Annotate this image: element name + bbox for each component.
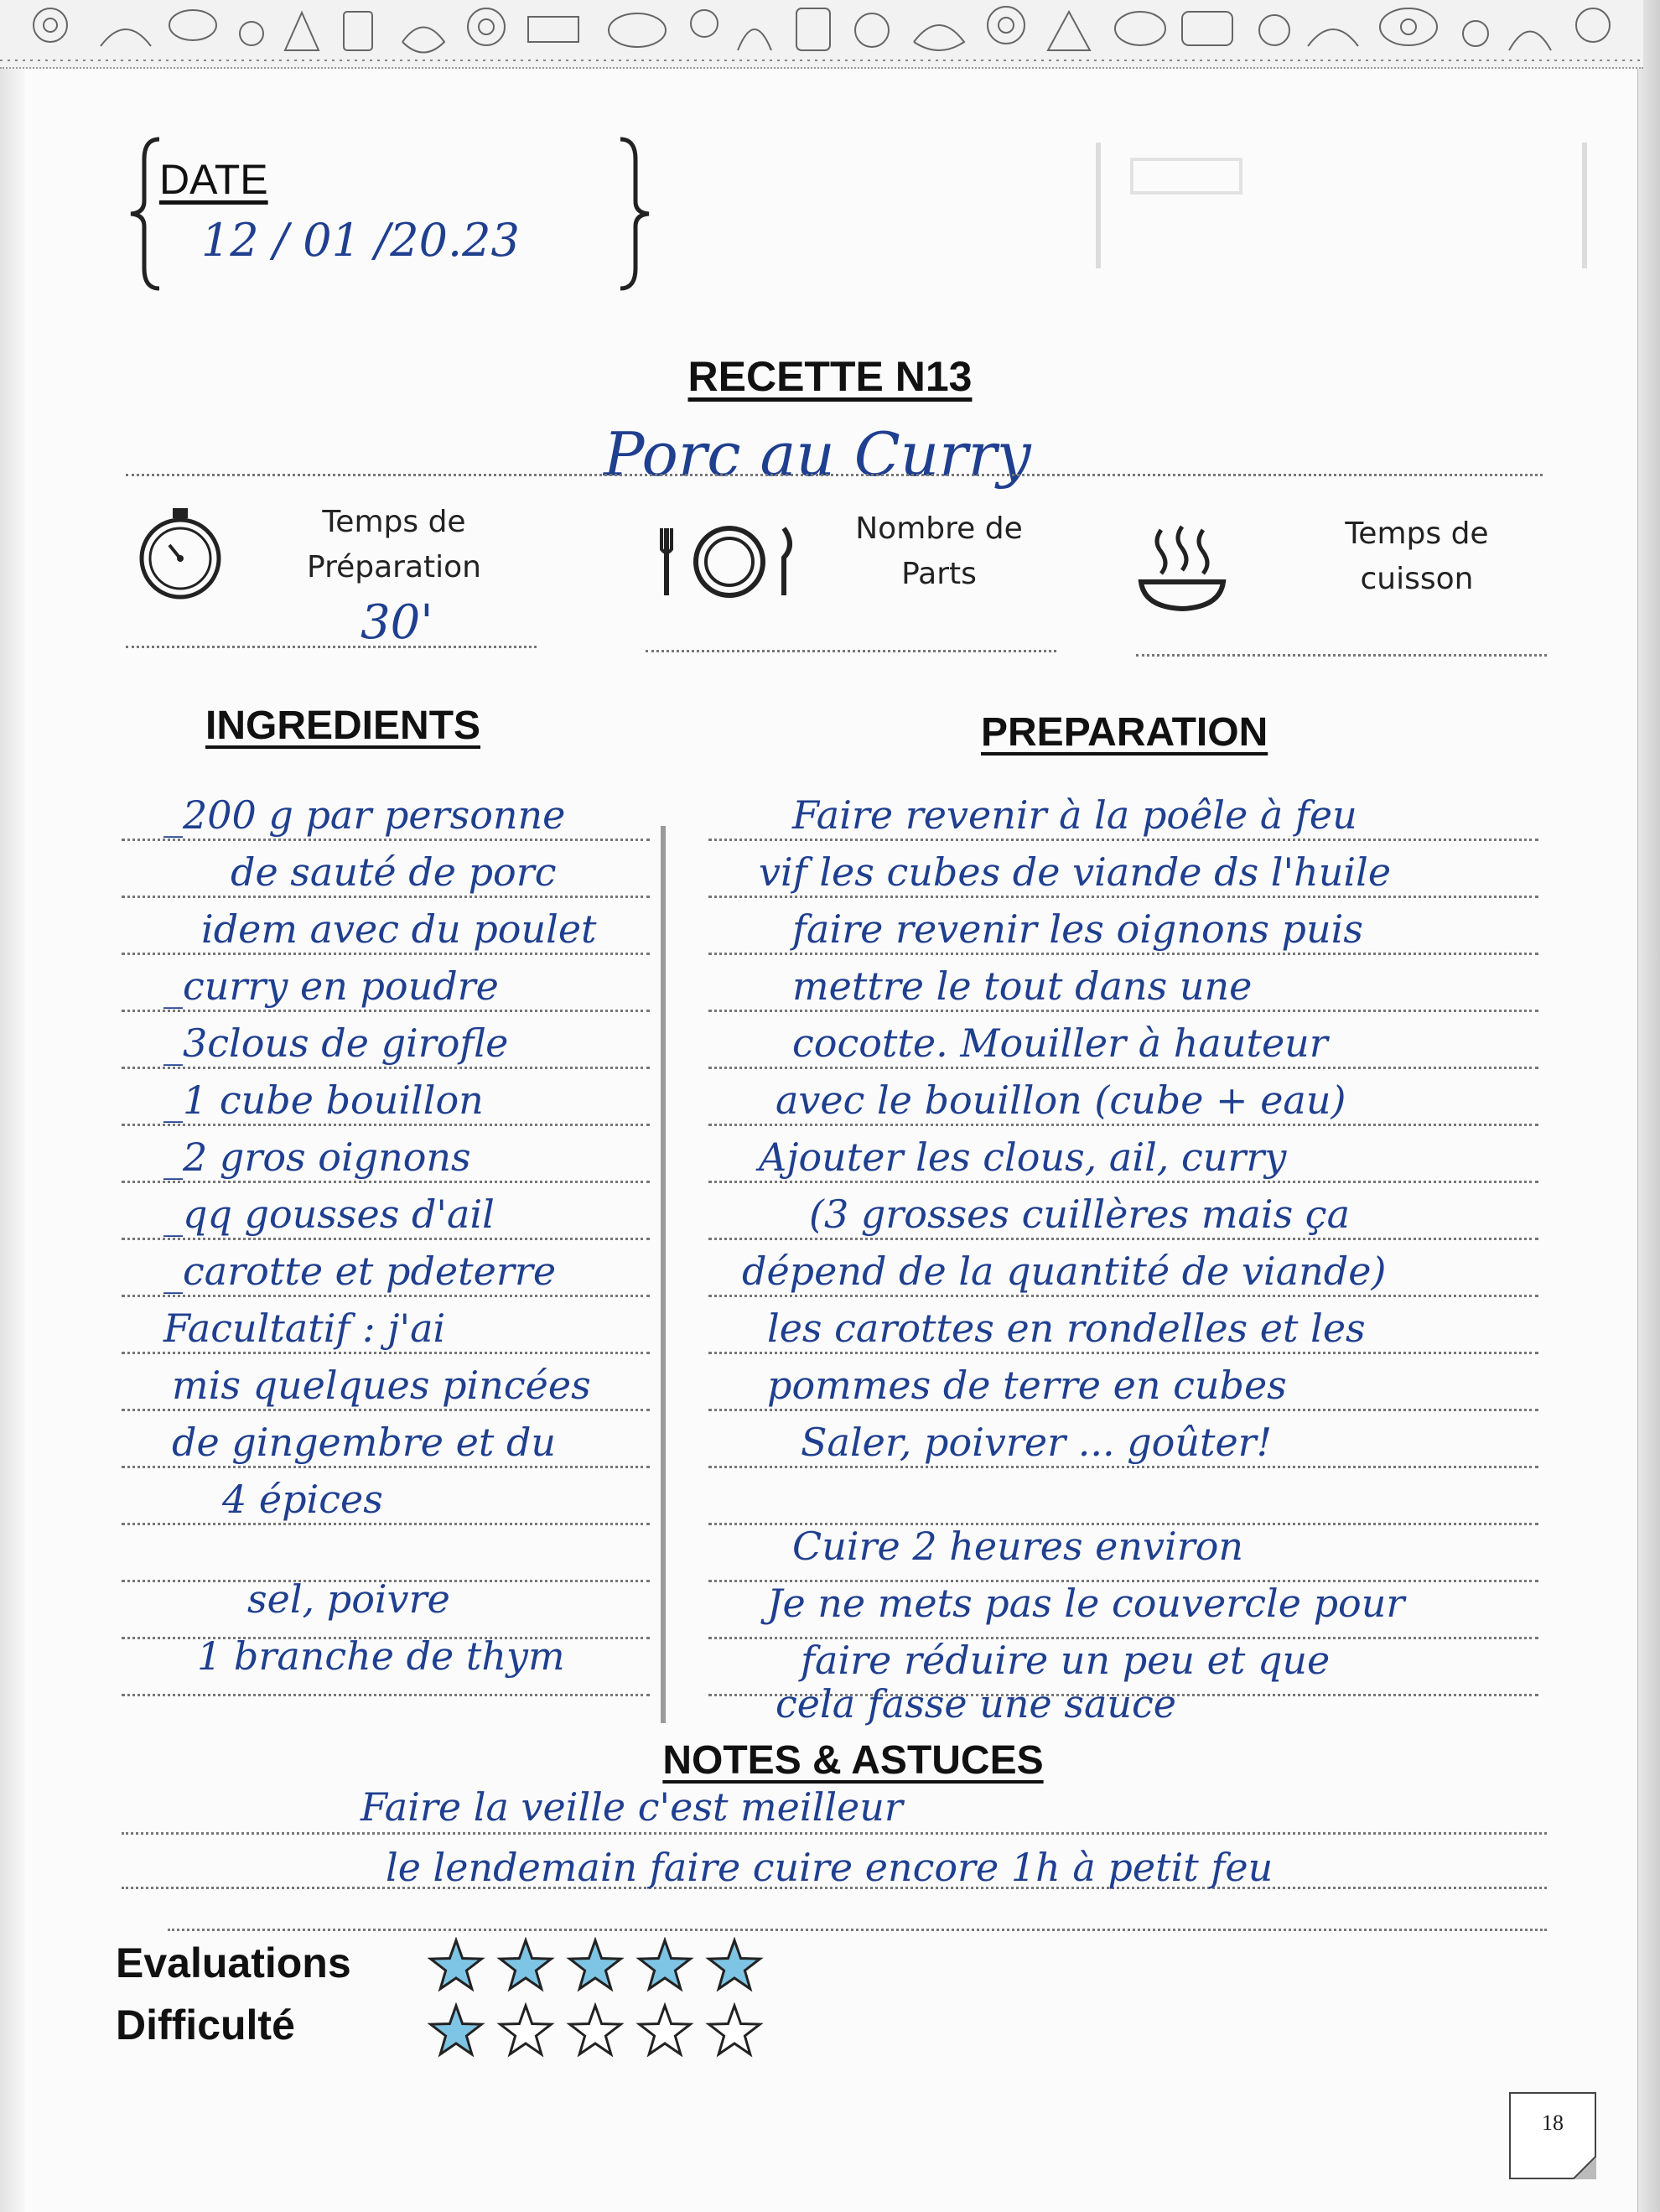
ingredient-line: _200 g par personne: [163, 792, 566, 838]
ingredients-heading: INGREDIENTS: [205, 704, 481, 748]
prep-time-line: [126, 646, 537, 648]
bleed-through-shadow: [1082, 126, 1601, 285]
preparation-line: dépend de la quantité de viande): [742, 1249, 1387, 1294]
preparation-line: Je ne mets pas le couvercle pour: [767, 1581, 1405, 1626]
parts-label-line-2: Parts: [901, 557, 977, 591]
notes-line: le lendemain faire cuire encore 1h à petit feu: [386, 1845, 1274, 1890]
page-number-box: [1509, 2092, 1596, 2179]
preparation-line: cela fasse une sauce: [776, 1681, 1176, 1727]
date-label: DATE: [159, 156, 268, 203]
ingredient-line: _1 cube bouillon: [163, 1077, 484, 1123]
preparation-line: (3 grosses cuillères mais ça: [809, 1192, 1350, 1237]
parts-label-line-1: Nombre de: [855, 511, 1023, 546]
ingredient-line: Facultatif : j'ai: [163, 1306, 446, 1351]
preparation-line: faire revenir les oignons puis: [792, 906, 1363, 952]
servings-line: [646, 650, 1056, 652]
prep-time-label: [268, 500, 520, 590]
recipe-number-heading: RECETTE N13: [687, 353, 973, 400]
ingredient-line: _2 gros oignons: [163, 1135, 471, 1180]
cook-label-line-2: cuisson: [1360, 562, 1474, 596]
evaluation-star-filled-icon: [640, 1940, 691, 1989]
ingredient-line: idem avec du poulet: [201, 906, 597, 952]
evaluation-star-filled-icon: [431, 1940, 482, 1989]
ingredient-line: _3clous de girofle: [163, 1020, 509, 1066]
ingredient-line: mis quelques pincées: [172, 1363, 591, 1408]
column-divider: [661, 826, 666, 1723]
cook-label-line-1: Temps de: [1345, 517, 1489, 551]
preparation-line: pommes de terre en cubes: [767, 1363, 1287, 1408]
preparation-line: Faire revenir à la poêle à feu: [792, 792, 1357, 838]
page-right-edge: [1637, 0, 1660, 2212]
food-doodle-border: [0, 0, 1643, 69]
evaluation-stars: [428, 1937, 780, 1996]
page-binding-edge: [0, 0, 25, 2212]
preparation-line: les carottes en rondelles et les: [767, 1306, 1366, 1351]
evaluation-star-filled-icon: [501, 1940, 552, 1989]
stopwatch-icon: [134, 503, 226, 604]
evaluation-label: Evaluations: [116, 1939, 351, 1986]
ingredient-line: de gingembre et du: [172, 1420, 557, 1465]
ingredient-line: _curry en poudre: [163, 963, 499, 1009]
preparation-steps: [708, 792, 1547, 1727]
right-brace-icon: [612, 134, 654, 293]
notes-line-3-rule: [168, 1929, 1547, 1931]
preparation-heading: PREPARATION: [981, 710, 1268, 755]
preparation-line: faire réduire un peu et que: [801, 1638, 1331, 1683]
ingredient-line: 1 branche de thym: [197, 1633, 565, 1679]
notes-heading: NOTES & ASTUCES: [662, 1738, 1044, 1783]
notes-line-1-rule: [122, 1832, 1547, 1835]
date-section: [126, 134, 654, 293]
plate-cutlery-icon: [658, 524, 801, 600]
evaluation-star-filled-icon: [570, 1940, 621, 1989]
page-curl-icon: [1573, 2156, 1596, 2179]
preparation-line: avec le bouillon (cube + eau): [776, 1077, 1346, 1123]
preparation-line: Ajouter les clous, ail, curry: [759, 1135, 1287, 1180]
difficulty-star-empty-icon: [640, 2006, 691, 2054]
servings-label: [805, 506, 1073, 597]
preparation-line: mettre le tout dans une: [792, 963, 1253, 1009]
prep-time-value: 30': [361, 595, 433, 650]
difficulty-label: Difficulté: [116, 2002, 295, 2048]
date-value: 12 / 01 /20.23: [201, 214, 520, 267]
ingredient-line: de sauté de porc: [231, 849, 557, 895]
prep-label-line-2: Préparation: [307, 550, 481, 584]
difficulty-star-row: [428, 2002, 780, 2061]
ingredient-line: 4 épices: [222, 1477, 383, 1522]
ingredient-line: _qq gousses d'ail: [163, 1192, 495, 1237]
cook-time-line: [1136, 654, 1547, 657]
ingredients-list: [122, 792, 654, 1719]
difficulty-star-empty-icon: [501, 2006, 552, 2054]
recipe-name: Porc au Curry: [604, 419, 1031, 490]
difficulty-stars: [428, 2002, 780, 2061]
preparation-line: vif les cubes de viande ds l'huile: [759, 849, 1392, 895]
evaluation-star-filled-icon: [709, 1940, 760, 1989]
steaming-pot-icon: [1136, 522, 1228, 614]
preparation-line: cocotte. Mouiller à hauteur: [792, 1020, 1328, 1066]
difficulty-star-empty-icon: [709, 2006, 760, 2054]
page-number: 18: [1542, 2111, 1564, 2135]
preparation-line: Saler, poivrer ... goûter!: [801, 1420, 1273, 1465]
difficulty-star-empty-icon: [570, 2006, 621, 2054]
evaluation-star-row: [428, 1937, 780, 1996]
preparation-line: Cuire 2 heures environ: [792, 1524, 1244, 1569]
notes-line: Faire la veille c'est meilleur: [361, 1784, 903, 1830]
prep-label-line-1: Temps de: [322, 505, 466, 539]
ingredient-line: sel, poivre: [247, 1576, 450, 1622]
ingredient-line: _carotte et pdeterre: [163, 1249, 557, 1294]
difficulty-star-filled-icon: [431, 2006, 482, 2054]
cook-time-label: [1283, 511, 1551, 602]
recipe-name-line: [126, 474, 1543, 476]
